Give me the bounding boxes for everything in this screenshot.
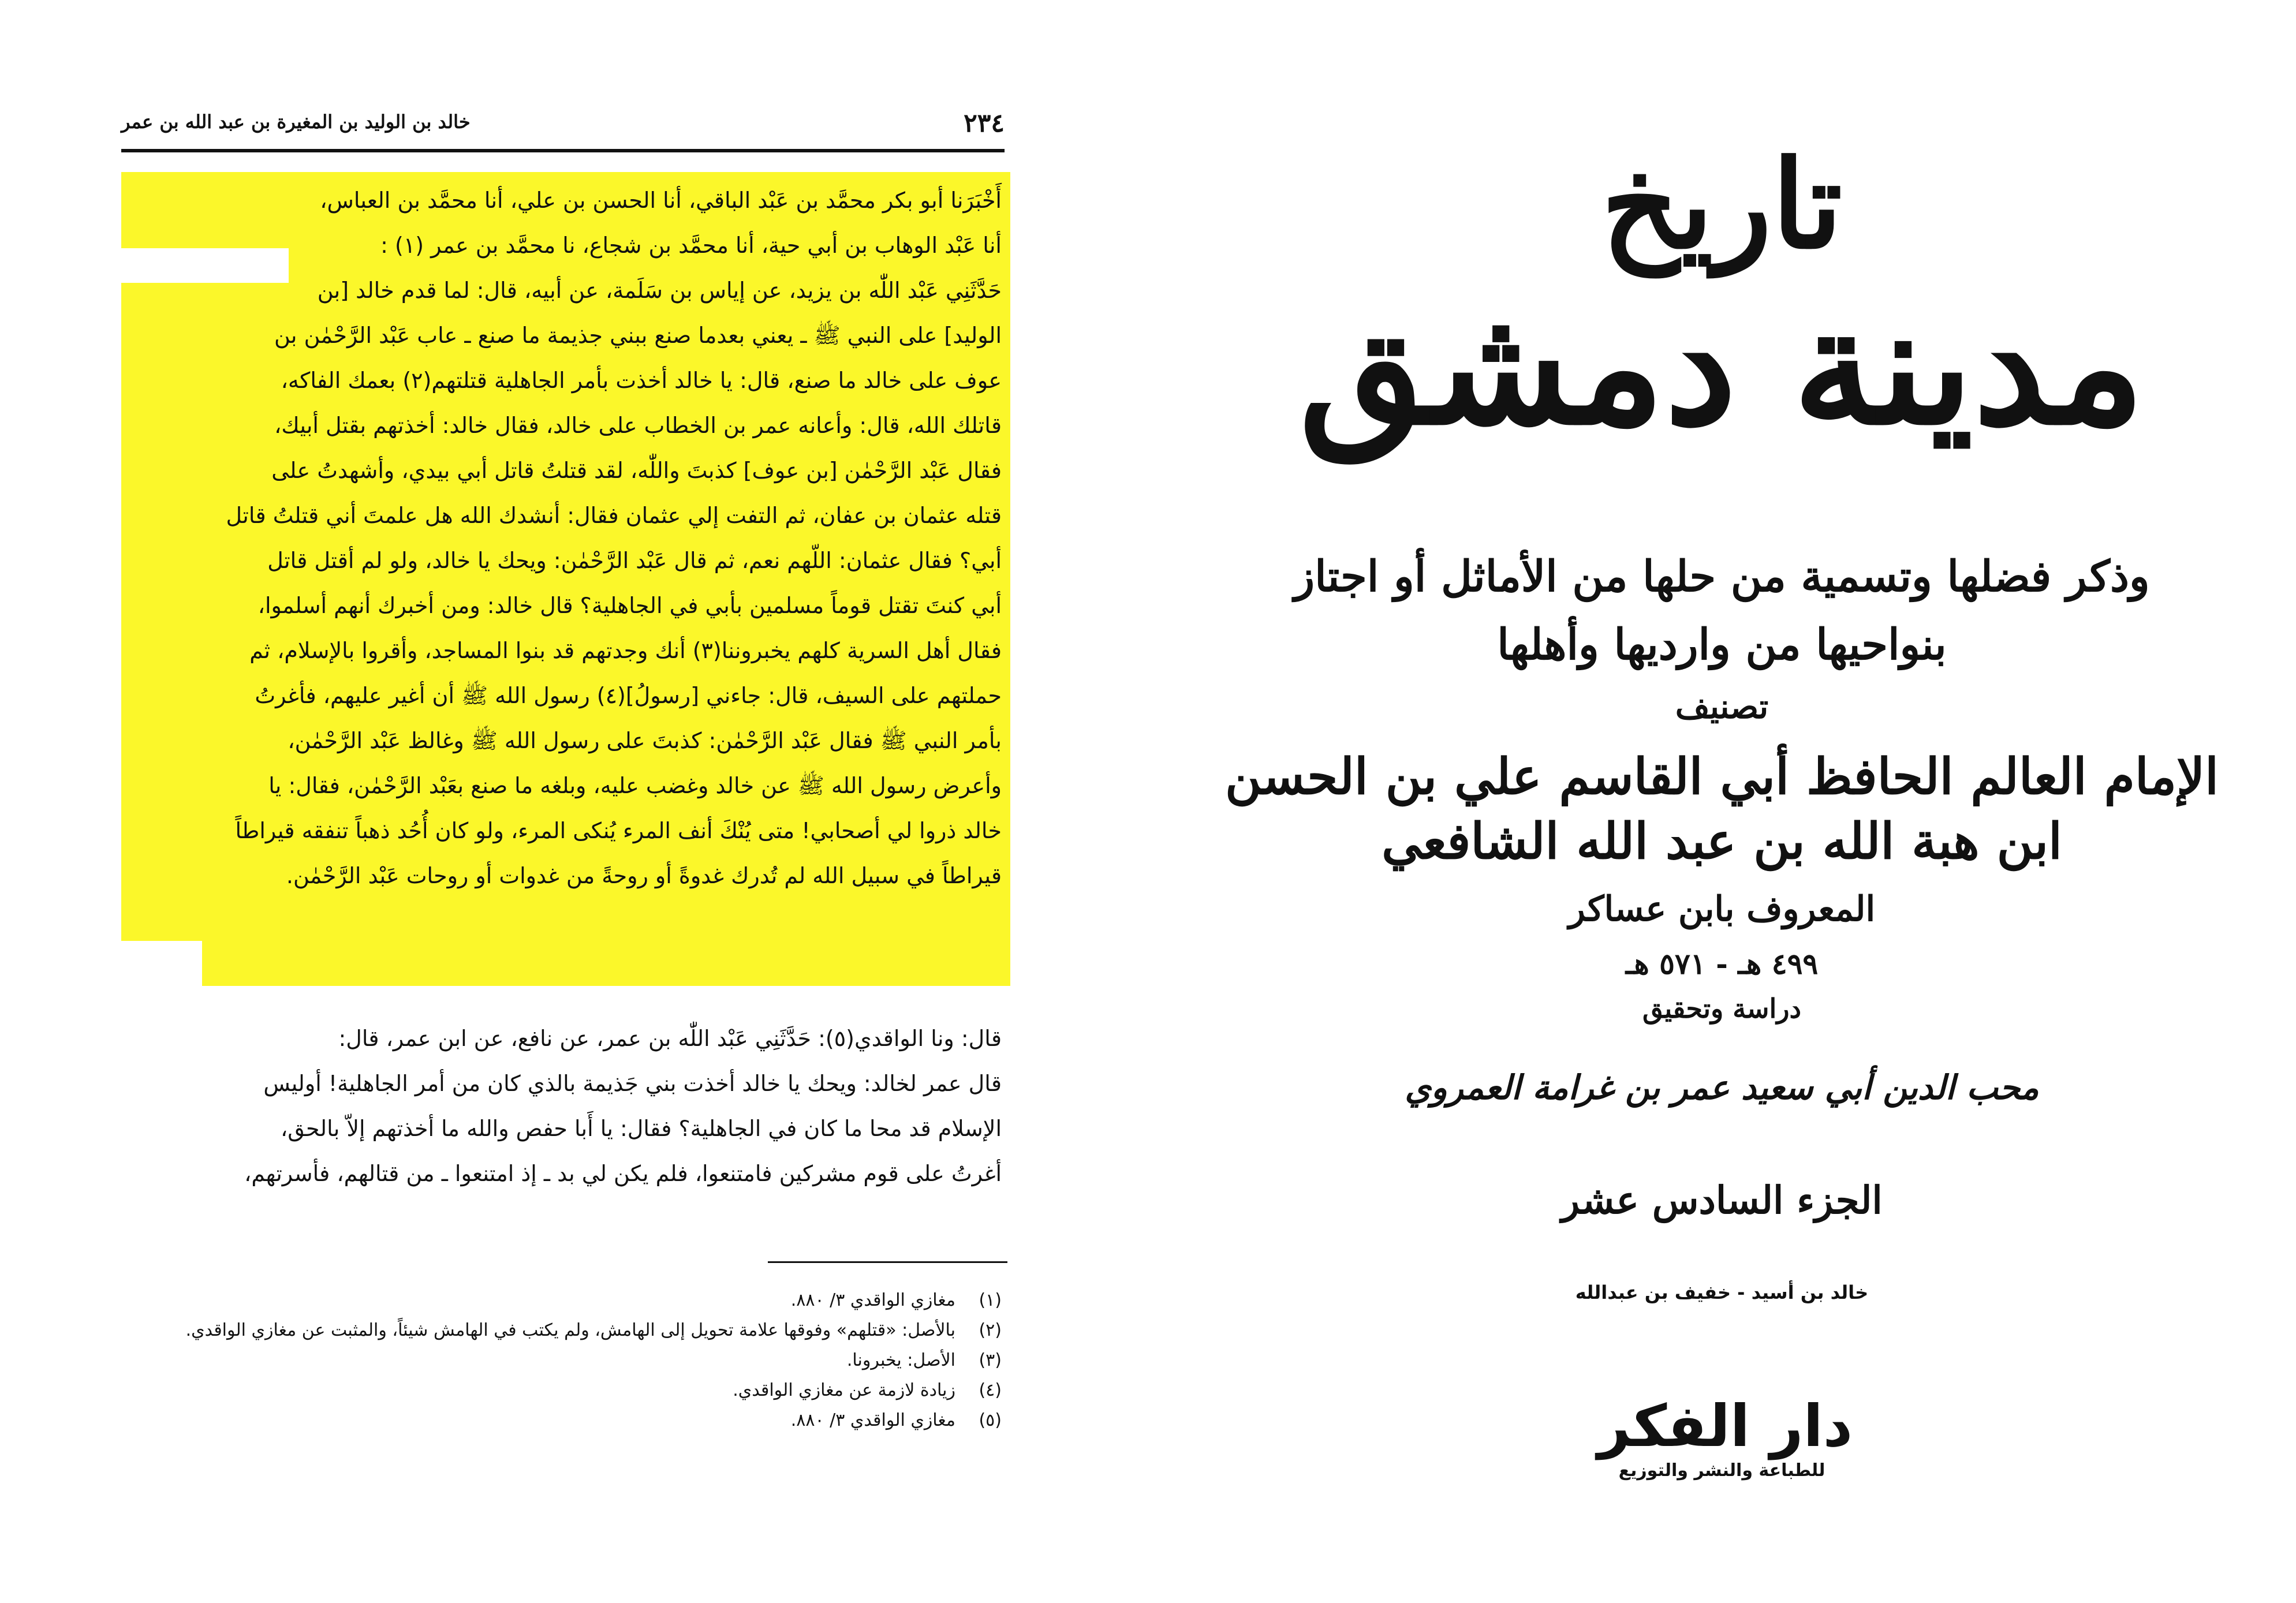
subtitle-line: بنواحيها من وارديها وأهلها [1497, 620, 1947, 670]
text-line: أغرتُ على قوم مشركين فامتنعوا، فلم يكن لي بد ـ إذ امتنعوا ـ من قتالهم، فأسرتهم، [244, 1161, 1002, 1186]
volume-range: خالد بن أسيد - خفيف بن عبدالله [1575, 1281, 1869, 1303]
text-line: خالد ذروا لي أصحابي! متى يُنْكَ أنف المرء يُنكى المرء، ولو كان أُحُد ذهباً تنفقه قيراطاً [235, 818, 1002, 843]
footnote-number: (٤) [979, 1380, 1002, 1400]
text-line: وأعرض رسول الله ﷺ عن خالد وغضب عليه، وبلغه ما صنع بعَبْد الرَّحْمٰن، فقال: يا [268, 773, 1002, 798]
text-line: فقال أهل السرية كلهم يخبروننا(٣) أنك وجدتهم قد بنوا المساجد، وأقروا بالإسلام، ثم [249, 638, 1002, 663]
footnote-text: مغازي الواقدي ٣/ ٨٨٠. [790, 1290, 955, 1310]
text-line: أَخْبَرَنا أبو بكر محمَّد بن عَبْد الباقي، أنا الحسن بن علي، أنا محمَّد بن العباس، [320, 188, 1002, 213]
text-line: قال: ونا الواقدي(٥): حَدَّثَنِي عَبْد اللّٰه بن عمر، عن نافع، عن ابن عمر، قال: [338, 1026, 1002, 1051]
study-label: دراسة وتحقيق [1642, 993, 1801, 1024]
text-line: قاتلك الله، قال: وأعانه عمر بن الخطاب على خالد، فقال خالد: أخذتهم بقتل أبيك، [274, 413, 1002, 438]
publisher-logo [1586, 1394, 1864, 1458]
author-known-as: المعروف بابن عساكر [1568, 889, 1876, 929]
highlight-gap [121, 941, 202, 987]
text-line: الوليد] على النبي ﷺ ـ يعني بعدما صنع ببني جذيمة ما صنع ـ عاب عَبْد الرَّحْمٰن بن [274, 323, 1002, 348]
footnote [130, 1377, 1002, 1404]
authored-label: تصنيف [1675, 687, 1769, 726]
footnote-number: (١) [979, 1290, 1002, 1310]
volume-label: الجزء السادس عشر [1561, 1178, 1883, 1223]
highlighted-paragraph [130, 178, 1002, 898]
footnote-divider [768, 1261, 1007, 1263]
text-line: قتله عثمان بن عفان، ثم التفت إلي عثمان فقال: أنشدك الله هل علمتَ أني قتلتُ قاتل [226, 503, 1002, 528]
text-line: أنا عَبْد الوهاب بن أبي حية، أنا محمَّد بن شجاع، نا محمَّد بن عمر (١) : [380, 233, 1002, 258]
book-title-line-1: تاريخ [1601, 133, 1843, 276]
text-line: الإسلام قد محا ما كان في الجاهلية؟ فقال: يا أَبا حفص والله ما أخذتهم إلاّ بالحق، [281, 1116, 1002, 1141]
footnotes [130, 1287, 1002, 1437]
publisher-name: دار الفكر [1597, 1392, 1853, 1460]
footnote-text: الأصل: يخبرونا. [846, 1350, 955, 1370]
publisher-tagline: للطباعة والنشر والتوزيع [1618, 1460, 1825, 1481]
text-line: حملتهم على السيف، قال: جاءني [رسولُ](٤) رسول الله ﷺ أن أغير عليهم، فأغرتُ [255, 683, 1002, 708]
text-line: قيراطاً في سبيل الله لم تُدرك غدوةً أو روحةً من غدوات أو روحات عَبْد الرَّحْمٰن. [286, 863, 1002, 888]
author-dates: ٤٩٩ هـ - ٥٧١ هـ [1625, 947, 1819, 981]
book-title-line-2: مدينة دمشق [1299, 271, 2145, 461]
text-line: عوف على خالد ما صنع، قال: يا خالد أخذت بأمر الجاهلية قتلتهم(٢) بعمك الفاكه، [281, 368, 1002, 393]
author-name [1148, 745, 2296, 874]
footnote-text: بالأصل: «قتلهم» وفوقها علامة تحويل إلى الهامش، ولم يكتب في الهامش شيئاً، والمثبت عن مغازي الواقدي. [185, 1320, 955, 1340]
subtitle-line: وذكر فضلها وتسمية من حلها من الأماثل أو اجتاز [1294, 552, 2150, 601]
text-line: بأمر النبي ﷺ فقال عَبْد الرَّحْمٰن: كذبتَ على رسول الله ﷺ وغالظ عَبْد الرَّحْمٰن، [288, 728, 1002, 753]
title-page [1148, 0, 2296, 1603]
running-title: خالد بن الوليد بن المغيرة بن عبد الله بن عمر [121, 111, 471, 133]
author-line: ابن هبة الله بن عبد الله الشافعي [1382, 812, 2062, 870]
author-line: الإمام العالم الحافظ أبي القاسم علي بن الحسن [1224, 748, 2219, 806]
footnote-text: مغازي الواقدي ٣/ ٨٨٠. [790, 1410, 955, 1430]
text-line: فقال عَبْد الرَّحْمٰن [بن عوف] كذبتَ واللّٰه، لقد قتلتُ قاتل أبي بيدي، وأشهدتُ على [271, 458, 1002, 483]
editor-name: محب الدين أبي سعيد عمر بن غرامة العمروي [1405, 1068, 2039, 1107]
footnote-number: (٣) [979, 1350, 1002, 1370]
paragraph [130, 1016, 1002, 1196]
text-line: قال عمر لخالد: ويحك يا خالد أخذت بني جَذيمة بالذي كان من أمر الجاهلية! أوليس [263, 1071, 1002, 1096]
footnote [130, 1317, 1002, 1344]
page-number: ٢٣٤ [964, 109, 1005, 138]
text-line: حَدَّثَنِي عَبْد اللّٰه بن يزيد، عن إياس بن سَلَمة، عن أبيه، قال: لما قدم خالد [بن [317, 278, 1002, 303]
book-subtitle [1148, 543, 2296, 679]
text-line: أبي؟ فقال عثمان: اللّهم نعم، ثم قال عَبْد الرَّحْمٰن: ويحك يا خالد، ولو لم أقتل قاتل [267, 548, 1002, 573]
footnote-text: زيادة لازمة عن مغازي الواقدي. [733, 1380, 955, 1400]
footnote [130, 1347, 1002, 1374]
footnote [130, 1287, 1002, 1314]
footnote-number: (٥) [979, 1410, 1002, 1430]
text-line: أبي كنتَ تقتل قوماً مسلمين بأبي في الجاهلية؟ قال خالد: ومن أخبرك أنهم أسلموا، [257, 593, 1002, 618]
footnote-number: (٢) [979, 1320, 1002, 1340]
footnote [130, 1407, 1002, 1434]
running-head [121, 103, 1005, 152]
